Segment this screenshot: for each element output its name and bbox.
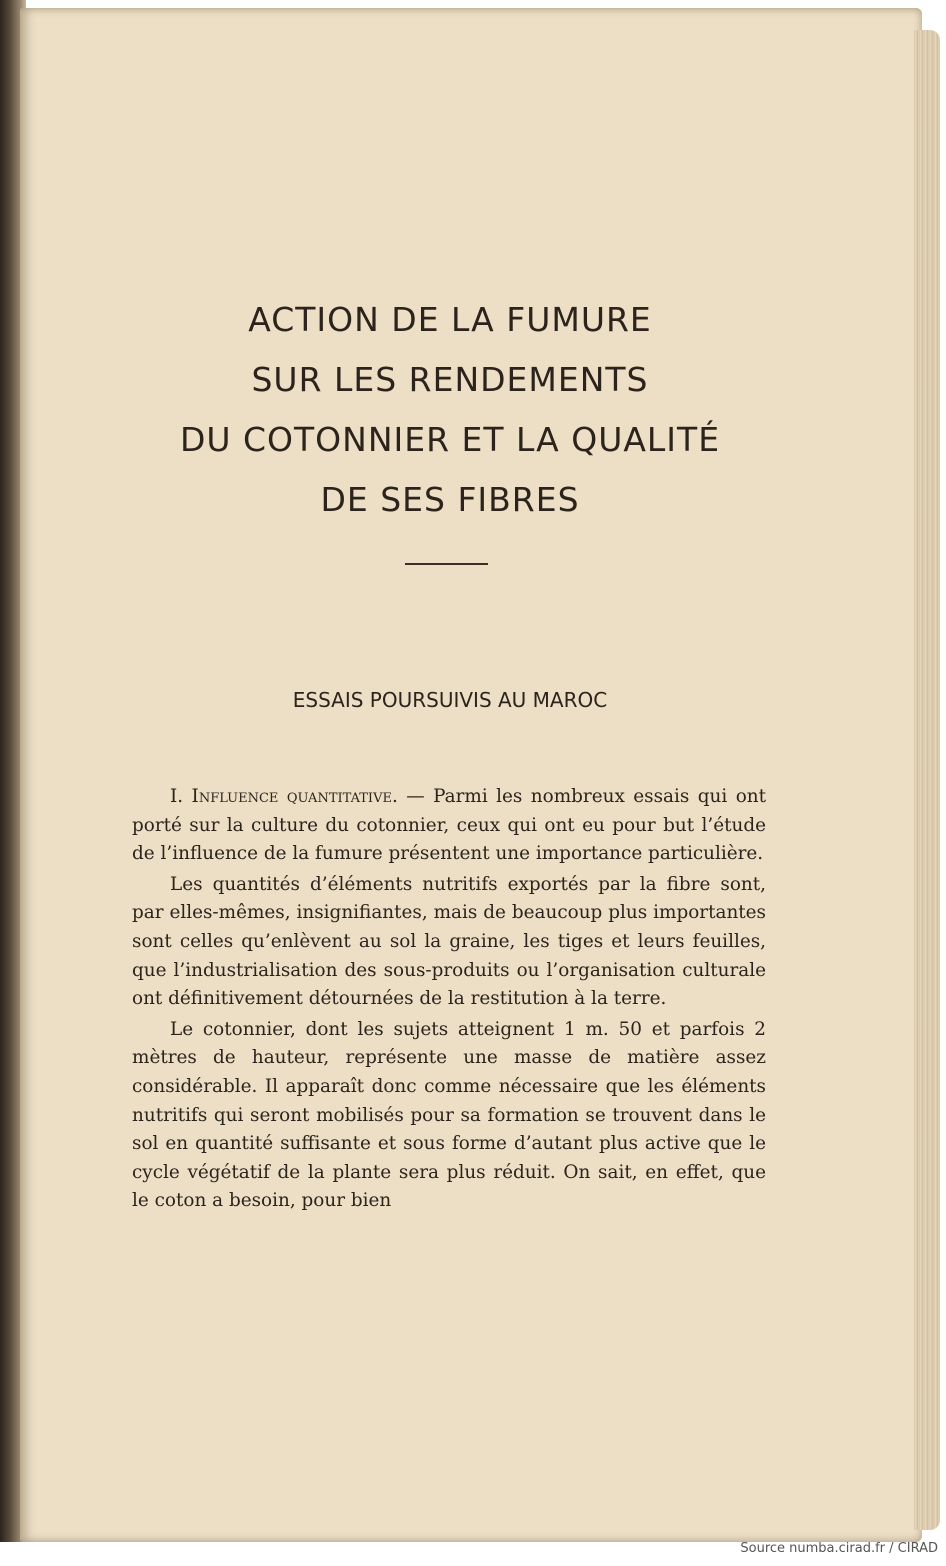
- article-title: [100, 290, 800, 530]
- paragraph-text: — Parmi les nombreux essais qui ont porté sur la culture du cotonnier, ceux qui ont eu pour but l’étude de l’influence de la fumure présentent une importance particulière.: [132, 786, 766, 865]
- article-subtitle: ESSAIS POURSUIVIS AU MAROC: [292, 688, 608, 712]
- paragraph: Le cotonnier, dont les sujets atteignent 1 m. 50 et parfois 2 mètres de hauteur, représente une masse de matière assez considérable. Il apparaît donc comme nécessaire que les éléments nutritifs qui seront mobilisés pour sa formation se trouvent dans le sol en quantité suffisante et sous forme d’autant plus active que le cycle végétatif de la plante sera plus réduit. On sait, en effet, que le coton a besoin, pour bien: [132, 1018, 766, 1212]
- section-heading: I. Influence quantitative.: [170, 786, 398, 807]
- source-credit: Source numba.cirad.fr / CIRAD: [740, 1541, 938, 1556]
- title-line: DU COTONNIER ET LA QUALITÉ: [179, 420, 721, 459]
- page-edges: [914, 30, 940, 1530]
- book-page: [20, 8, 922, 1542]
- title-line: ACTION DE LA FUMURE: [248, 300, 652, 339]
- title-divider: [405, 563, 488, 565]
- title-line: SUR LES RENDEMENTS: [251, 360, 649, 399]
- paragraph: [132, 783, 766, 869]
- title-line: DE SES FIBRES: [320, 480, 580, 519]
- body-text: [132, 783, 766, 1216]
- paragraph: Les quantités d’éléments nutritifs exportés par la fibre sont, par elles-mêmes, insignifiantes, mais de beaucoup plus importantes sont celles qu’enlèvent au sol la graine, les tiges et leurs feuilles, que l’industrialisation des sous-produits ou l’organisation culturale ont définitivement détournées de la restitution à la terre.: [132, 873, 766, 1010]
